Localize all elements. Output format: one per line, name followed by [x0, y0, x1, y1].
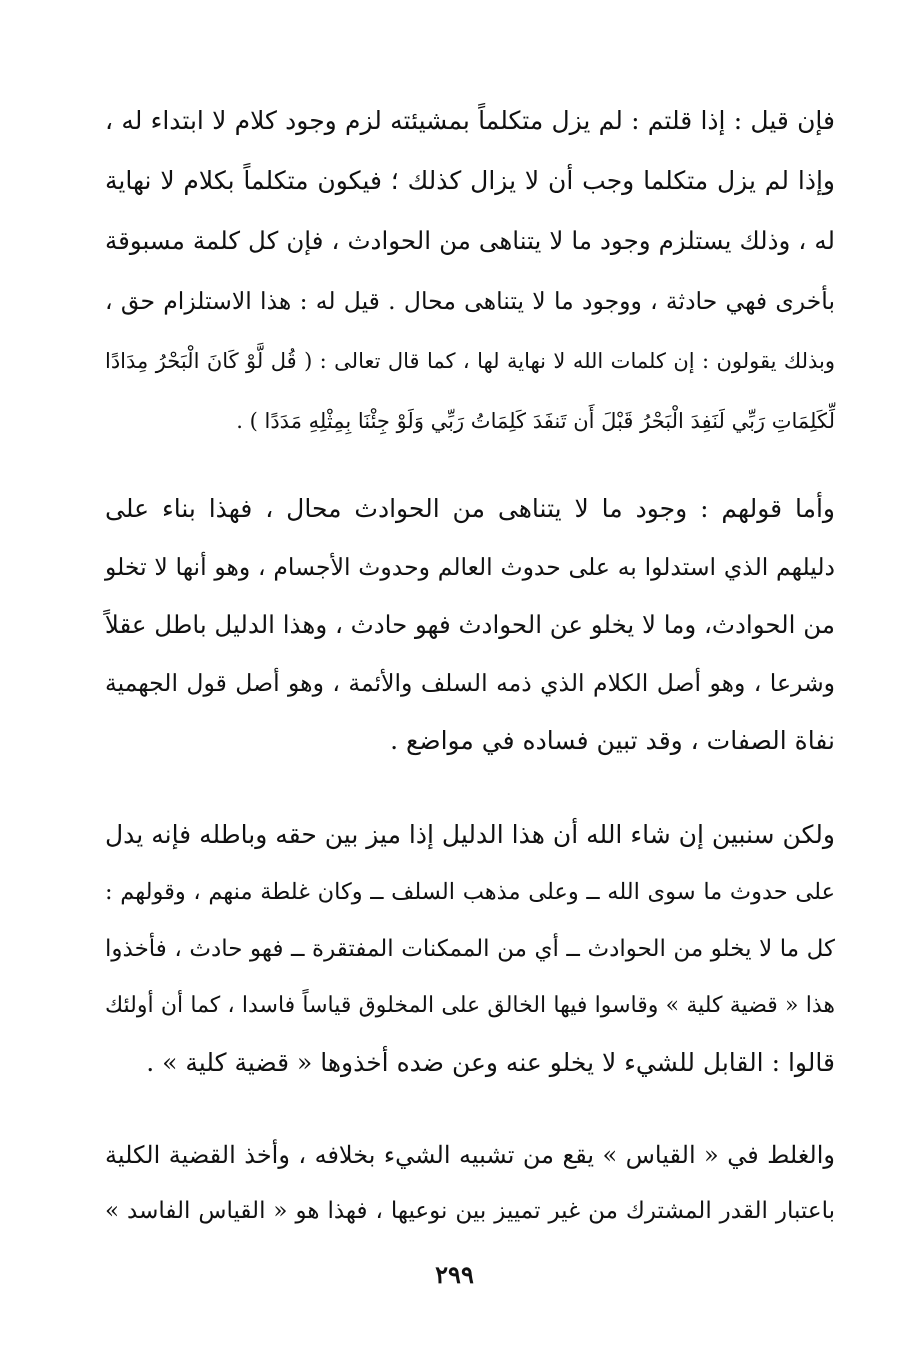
text-line: باعتبار القدر المشترك من غير تمييز بين نوعيها ، فهذا هو « القياس الفاسد » — [105, 1198, 835, 1224]
page-number: ٢٩٩ — [435, 1260, 474, 1289]
paragraph-3 — [105, 808, 835, 1098]
quran-verse-line: لِّكَلِمَاتِ رَبِّي لَنَفِدَ الْبَحْرُ قَبْلَ أَن تَنفَدَ كَلِمَاتُ رَبِّي وَلَوْ جِئْنَا بِمِثْلِهِ مَدَدًا ) . — [236, 409, 835, 433]
text-line: فإن قيل : إذا قلتم : لم يزل متكلماً بمشيئته لزم وجود كلام لا ابتداء له ، — [105, 106, 835, 135]
paragraph-1 — [105, 94, 835, 433]
text-line: على حدوث ما سوى الله ــ وعلى مذهب السلف ــ وكان غلطة منهم ، وقولهم : — [105, 879, 835, 905]
text-line: دليلهم الذي استدلوا به على حدوث العالم وحدوث الأجسام ، وهو أنها لا تخلو — [105, 553, 835, 581]
text-line: وإذا لم يزل متكلما وجب أن لا يزال كذلك ؛ فيكون متكلماً بكلام لا نهاية — [105, 166, 835, 195]
paragraph-2 — [105, 482, 835, 772]
text-line: من الحوادث، وما لا يخلو عن الحوادث فهو حادث ، وهذا الدليل باطل عقلاً — [104, 610, 835, 639]
text-line: ولكن سنبين إن شاء الله أن هذا الدليل إذا ميز بين حقه وباطله فإنه يدل — [105, 820, 835, 849]
text-line: نفاة الصفات ، وقد تبين فساده في مواضع . — [390, 726, 835, 755]
text-line: وشرعا ، وهو أصل الكلام الذي ذمه السلف والأئمة ، وهو أصل قول الجهمية — [105, 669, 835, 697]
paragraph-4 — [105, 1128, 835, 1248]
text-line: هذا « قضية كلية » وقاسوا فيها الخالق على المخلوق قياساً فاسدا ، كما أن أولئك — [105, 993, 835, 1018]
text-line: بأخرى فهي حادثة ، ووجود ما لا يتناهى محال . قيل له : هذا الاستلزام حق ، — [105, 287, 835, 315]
text-line: وأما قولهم : وجود ما لا يتناهى من الحوادث محال ، فهذا بناء على — [105, 494, 835, 523]
text-line: وبذلك يقولون : إن كلمات الله لا نهاية لها ، كما قال تعالى : ( قُل لَّوْ كَانَ الْبَحْرُ مِدَادًا — [105, 349, 835, 373]
text-line: والغلط في « القياس » يقع من تشبيه الشيء بخلافه ، وأخذ القضية الكلية — [105, 1141, 835, 1169]
text-line: قالوا : القابل للشيء لا يخلو عنه وعن ضده أخذوها « قضية كلية » . — [146, 1048, 835, 1077]
text-line: له ، وذلك يستلزم وجود ما لا يتناهى من الحوادث ، فإن كل كلمة مسبوقة — [105, 226, 835, 255]
text-line: كل ما لا يخلو من الحوادث ــ أي من الممكنات المفتقرة ــ فهو حادث ، فأخذوا — [105, 936, 835, 962]
